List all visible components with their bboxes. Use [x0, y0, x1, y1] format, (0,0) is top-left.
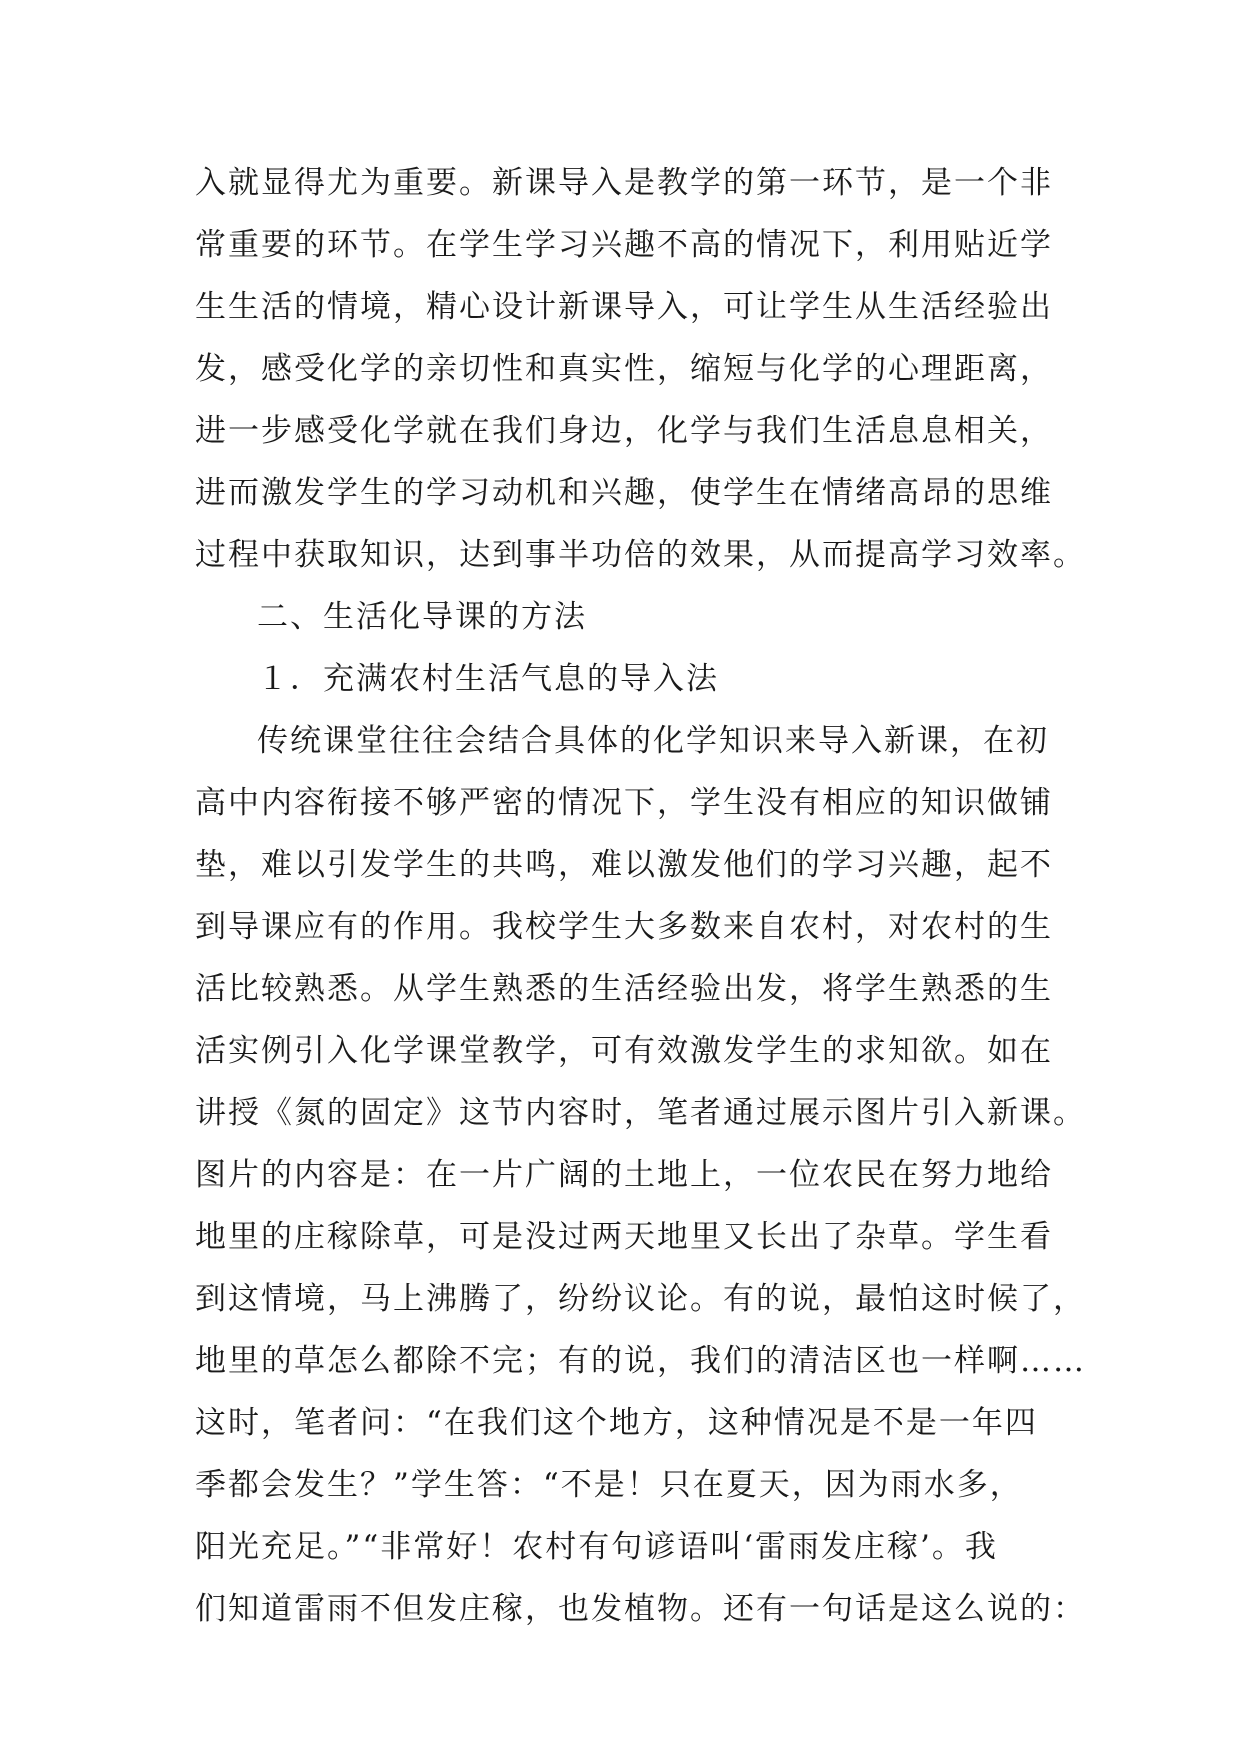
text-line: 地里的庄稼除草，可是没过两天地里又长出了杂草。学生看 [195, 1219, 1053, 1255]
text-line: 这时，笔者问：“在我们这个地方，这种情况是不是一年四 [195, 1405, 1038, 1441]
text-line: 们知道雷雨不但发庄稼，也发植物。还有一句话是这么说的： [195, 1591, 1086, 1627]
text-line: 活实例引入化学课堂教学，可有效激发学生的求知欲。如在 [195, 1033, 1053, 1069]
text-line: 高中内容衔接不够严密的情况下，学生没有相应的知识做铺 [195, 785, 1053, 821]
text-line: 到导课应有的作用。我校学生大多数来自农村，对农村的生 [195, 909, 1053, 945]
text-line: 图片的内容是：在一片广阔的土地上，一位农民在努力地给 [195, 1157, 1053, 1193]
text-line: １．充满农村生活气息的导入法 [257, 661, 719, 697]
text-line: 活比较熟悉。从学生熟悉的生活经验出发，将学生熟悉的生 [195, 971, 1053, 1007]
text-line: 地里的草怎么都除不完；有的说，我们的清洁区也一样啊…… [195, 1343, 1086, 1379]
text-line: 进一步感受化学就在我们身边，化学与我们生活息息相关， [195, 413, 1053, 449]
text-line: 二、生活化导课的方法 [257, 599, 587, 635]
text-line: 阳光充足。”“非常好！农村有句谚语叫‘雷雨发庄稼’。我 [195, 1529, 998, 1565]
text-line: 常重要的环节。在学生学习兴趣不高的情况下，利用贴近学 [195, 227, 1053, 263]
body-text [195, 152, 1086, 1640]
text-line: 进而激发学生的学习动机和兴趣，使学生在情绪高昂的思维 [195, 475, 1053, 511]
text-line: 到这情境，马上沸腾了，纷纷议论。有的说，最怕这时候了， [195, 1281, 1086, 1317]
text-line: 发，感受化学的亲切性和真实性，缩短与化学的心理距离， [195, 351, 1053, 387]
text-line: 季都会发生？”学生答：“不是！只在夏天，因为雨水多， [195, 1467, 1023, 1503]
text-line: 讲授《氮的固定》这节内容时，笔者通过展示图片引入新课。 [195, 1095, 1086, 1131]
text-line: 传统课堂往往会结合具体的化学知识来导入新课，在初 [257, 723, 1049, 759]
text-line: 入就显得尤为重要。新课导入是教学的第一环节，是一个非 [195, 165, 1053, 201]
text-line: 过程中获取知识，达到事半功倍的效果，从而提高学习效率。 [195, 537, 1086, 573]
text-line: 垫，难以引发学生的共鸣，难以激发他们的学习兴趣，起不 [195, 847, 1053, 883]
text-line: 生生活的情境，精心设计新课导入，可让学生从生活经验出 [195, 289, 1053, 325]
